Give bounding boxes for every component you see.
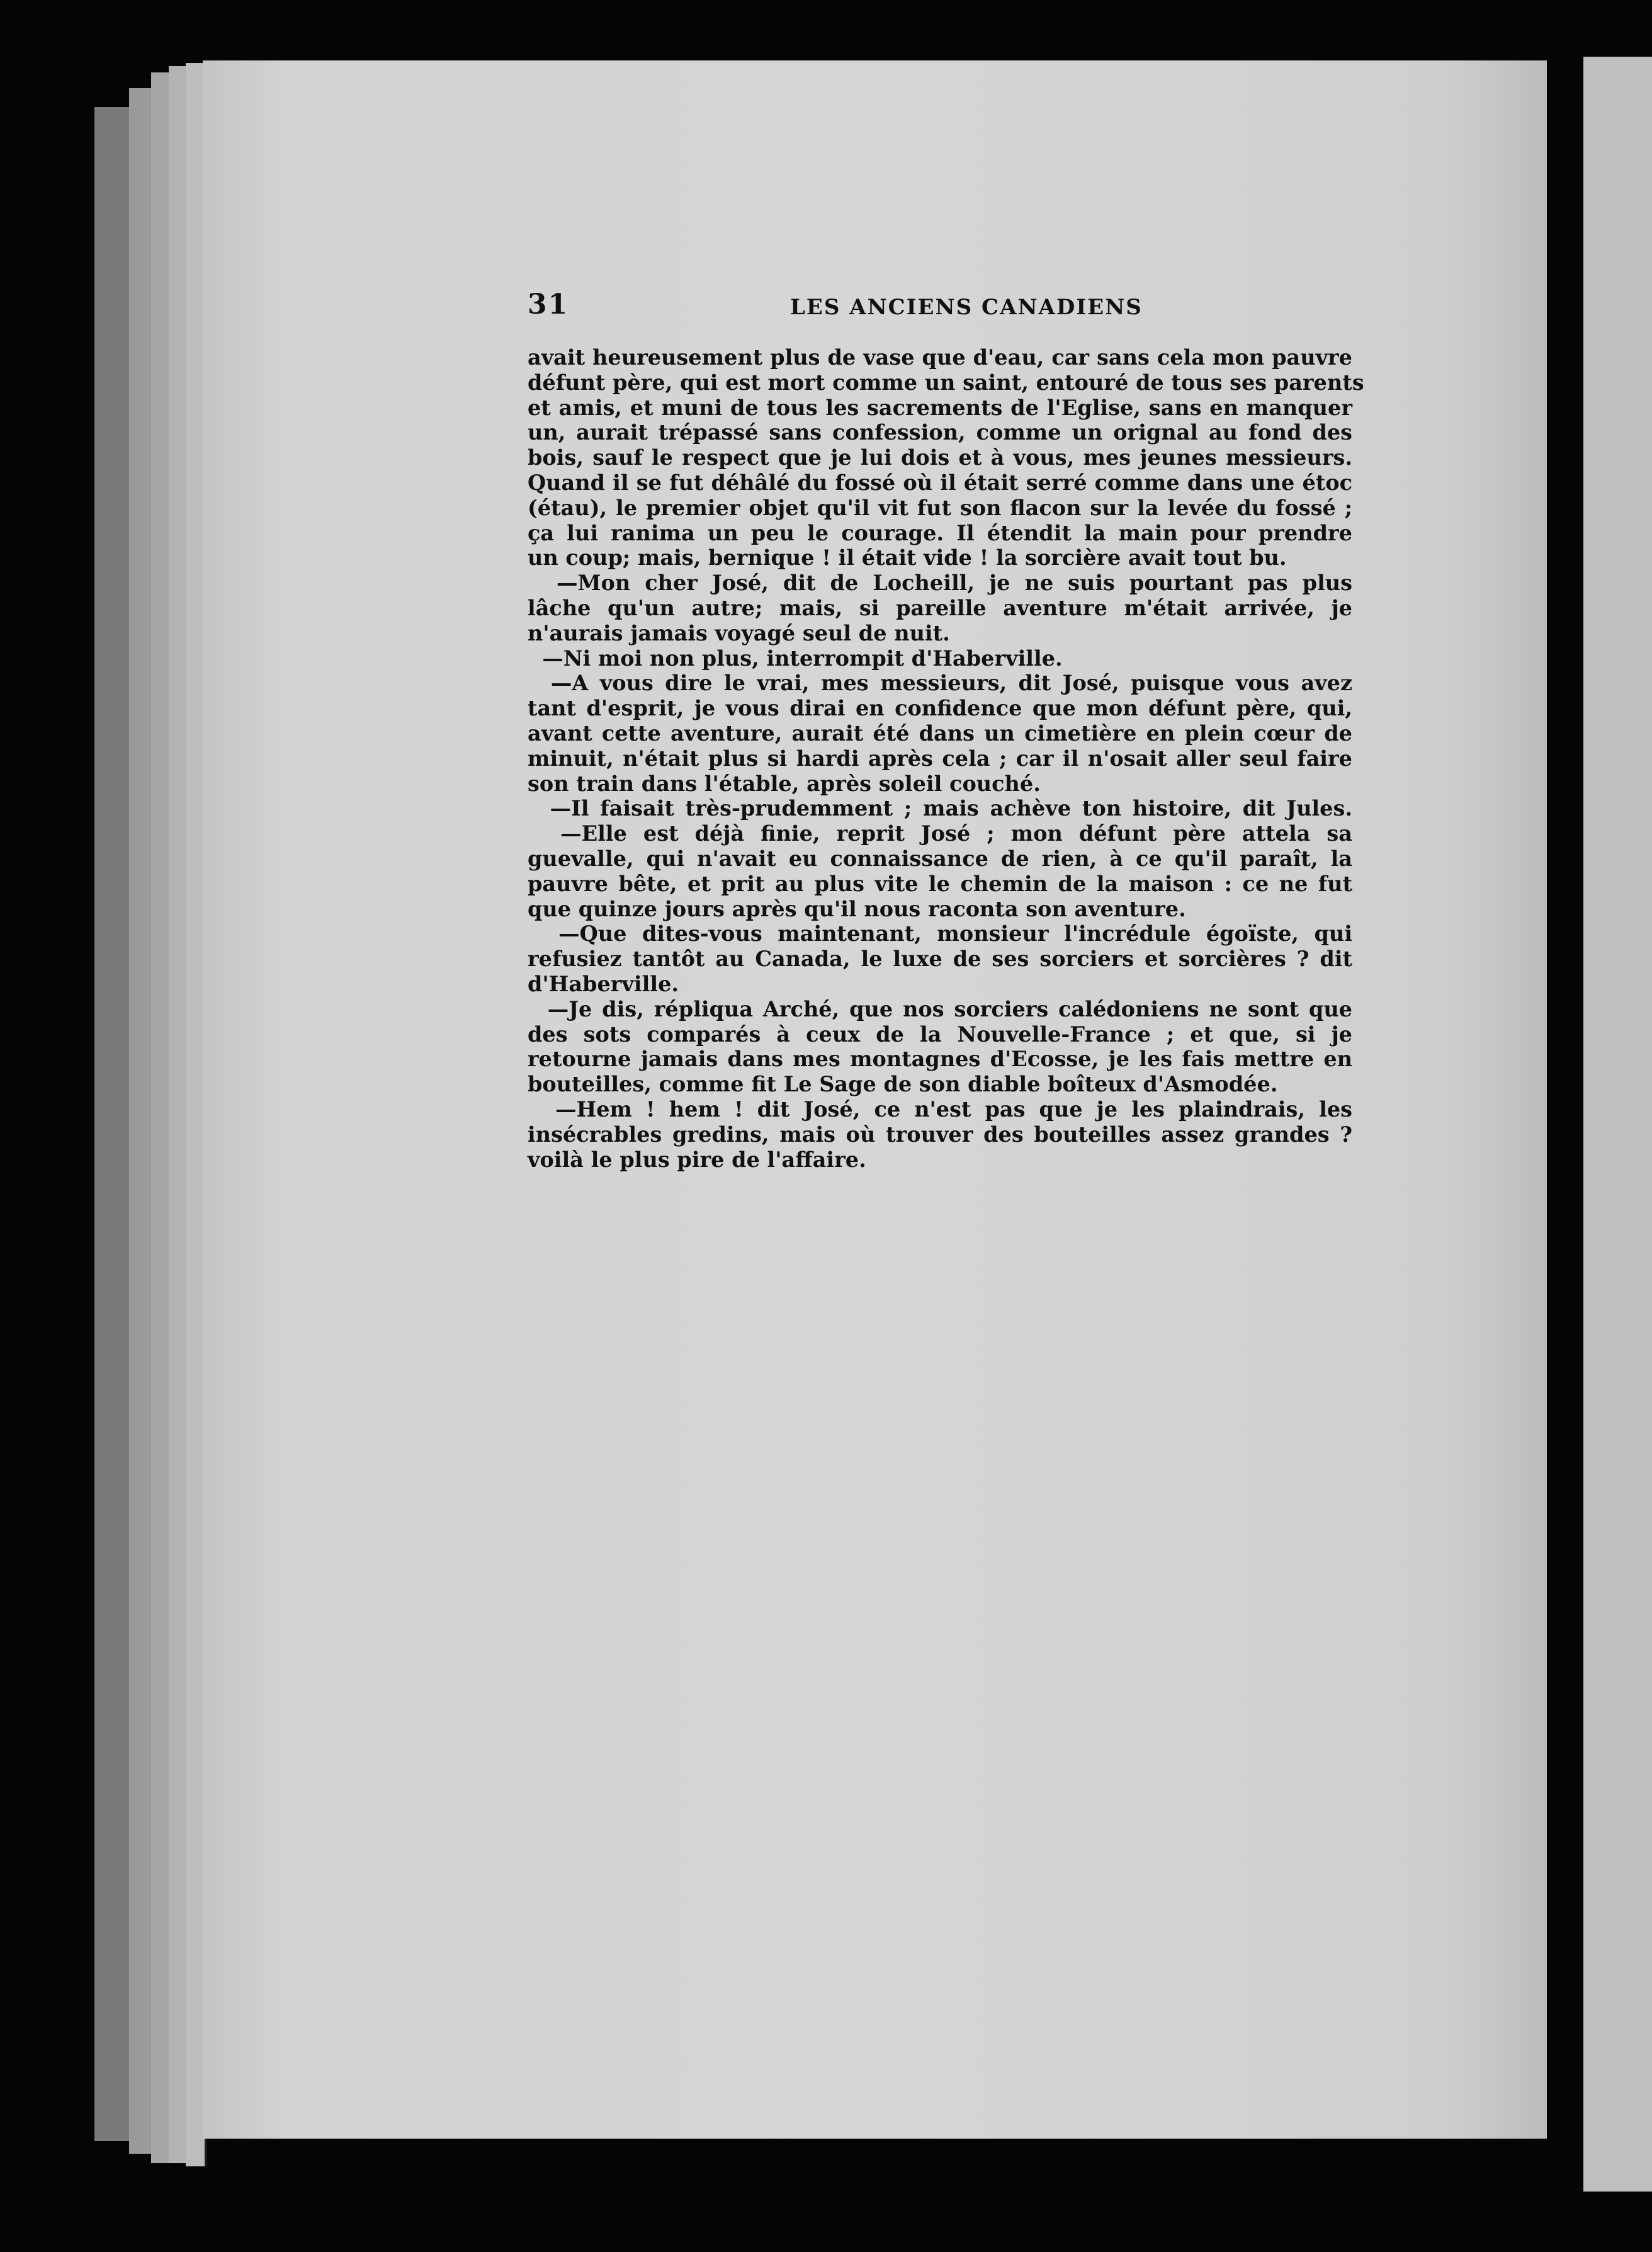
text-line: lâche qu'un autre; mais, si pareille aventure m'était arrivée, je: [528, 595, 1352, 620]
text-line: —Il faisait très-prudemment ; mais achève ton histoire, dit Jules.: [528, 796, 1352, 821]
text-line: —Je dis, répliqua Arché, que nos sorciers calédoniens ne sont que: [528, 996, 1352, 1021]
text-line: —Mon cher José, dit de Locheill, je ne suis pourtant pas plus: [528, 571, 1352, 596]
text-line: bouteilles, comme fit Le Sage de son diable boîteux d'Asmodée.: [528, 1072, 1278, 1097]
text-line: minuit, n'était plus si hardi après cela ; car il n'osait aller seul faire: [528, 746, 1352, 771]
facing-page-edge: [1583, 57, 1652, 2192]
page-number: 31: [528, 288, 569, 321]
text-line: (étau), le premier objet qu'il vit fut son flacon sur la levée du fossé ;: [528, 495, 1352, 520]
text-line: —Hem ! hem ! dit José, ce n'est pas que je les plaindrais, les: [528, 1096, 1352, 1122]
text-line: défunt père, qui est mort comme un saint, entouré de tous ses parents: [528, 370, 1364, 395]
text-line: un, aurait trépassé sans confession, comme un orignal au fond des: [528, 420, 1352, 445]
text-line: pauvre bête, et prit au plus vite le chemin de la maison : ce ne fut: [528, 871, 1352, 896]
text-line: avant cette aventure, aurait été dans un cimetière en plein cœur de: [528, 720, 1352, 746]
text-line: d'Haberville.: [528, 971, 679, 996]
running-title: LES ANCIENS CANADIENS: [790, 295, 1143, 320]
body-text: [528, 345, 1364, 1172]
text-line: voilà le plus pire de l'affaire.: [528, 1147, 866, 1172]
text-line: ça lui ranima un peu le courage. Il étendit la main pour prendre: [528, 520, 1352, 545]
text-line: retourne jamais dans mes montagnes d'Ecosse, je les fais mettre en: [528, 1047, 1352, 1072]
text-line: son train dans l'étable, après soleil couché.: [528, 771, 1041, 796]
text-line: —Ni moi non plus, interrompit d'Haberville.: [528, 645, 1063, 671]
text-line: —Que dites-vous maintenant, monsieur l'incrédule égoïste, qui: [528, 921, 1352, 947]
text-line: que quinze jours après qu'il nous raconta son aventure.: [528, 896, 1186, 921]
text-line: et amis, et muni de tous les sacrements de l'Eglise, sans en manquer: [528, 395, 1352, 420]
text-line: insécrables gredins, mais où trouver des bouteilles assez grandes ?: [528, 1122, 1352, 1147]
text-line: Quand il se fut déhâlé du fossé où il était serré comme dans une étoc: [528, 470, 1352, 495]
text-line: avait heureusement plus de vase que d'eau, car sans cela mon pauvre: [528, 345, 1352, 370]
text-line: n'aurais jamais voyagé seul de nuit.: [528, 620, 950, 645]
text-line: tant d'esprit, je vous dirai en confidence que mon défunt père, qui,: [528, 696, 1352, 721]
text-line: des sots comparés à ceux de la Nouvelle-France ; et que, si je: [528, 1021, 1352, 1047]
text-line: guevalle, qui n'avait eu connaissance de rien, à ce qu'il paraît, la: [528, 846, 1352, 871]
text-line: un coup; mais, bernique ! il était vide ! la sorcière avait tout bu.: [528, 545, 1287, 571]
text-line: refusiez tantôt au Canada, le luxe de ses sorciers et sorcières ? dit: [528, 947, 1352, 972]
text-line: bois, sauf le respect que je lui dois et à vous, mes jeunes messieurs.: [528, 445, 1352, 470]
text-line: —Elle est déjà finie, reprit José ; mon défunt père attela sa: [528, 821, 1352, 846]
text-line: —A vous dire le vrai, mes messieurs, dit José, puisque vous avez: [528, 671, 1352, 696]
